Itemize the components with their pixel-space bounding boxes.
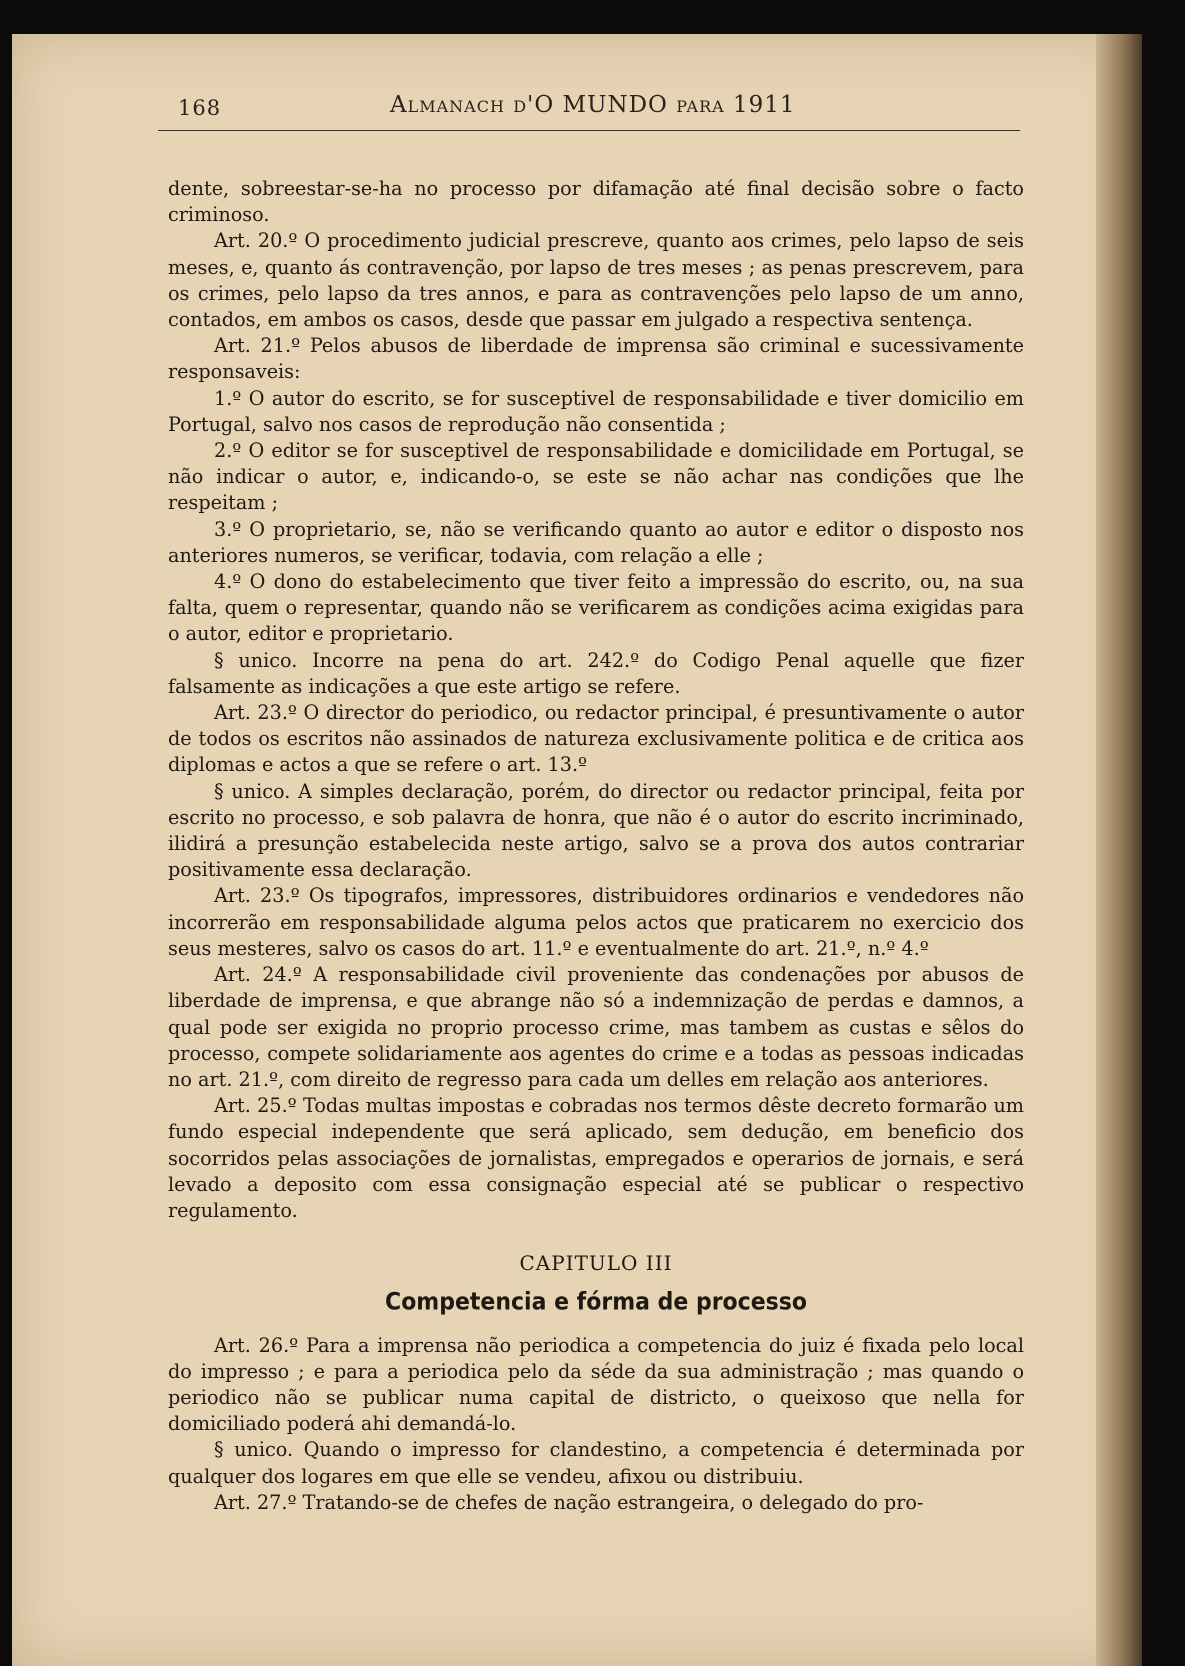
paragraph-item-1: 1.º O autor do escrito, se for susceptivel de responsabilidade e tiver domicilio em Portugal, salvo nos casos de reprodução não consentida ; <box>168 386 1024 436</box>
paragraph-item-3: 3.º O proprietario, se, não se verificando quanto ao autor e editor o disposto nos anteriores numeros, se verificar, todavia, com relação a elle ; <box>168 517 1024 567</box>
paragraph-unico-2: § unico. A simples declaração, porém, do director ou redactor principal, feita por escrito no processo, e sob palavra de honra, que não é o autor do escrito incriminado, ilidirá a presunção estabelecida neste artigo, salvo se a prova dos autos contrariar positivamente essa declaração. <box>168 779 1024 882</box>
section-title: Competencia e fórma de processo <box>385 1289 807 1317</box>
chapter-heading: CAPITULO III <box>519 1251 673 1276</box>
paragraph-art-24: Art. 24.º A responsabilidade civil proveniente das condenações por abusos de liberdade de imprensa, e que abrange não só a indemnização de perdas e damnos, a qual pode ser exigida no proprio processo crime, mas tambem as custas e sêlos do processo, compete solidariamente aos agentes do crime e a todas as pessoas indicadas no art. 21.º, com direito de regresso para cada um delles em relação aos anteriores. <box>168 963 1024 1091</box>
paragraph-art-25: Art. 25.º Todas multas impostas e cobradas nos termos dêste decreto formarão um fundo especial independente que será aplicado, sem dedução, em beneficio dos socorridos pelas associações de jornalistas, empregados e operarios de jornais, e será levado a deposito com essa consignação especial até se publicar o respectivo regulamento. <box>168 1094 1024 1222</box>
running-title: Almanach d'O MUNDO para 1911 <box>390 92 796 118</box>
paragraph-art-23b: Art. 23.º Os tipografos, impressores, distribuidores ordinarios e vendedores não incorrerão em responsabilidade alguma pelos actos que praticarem no exercicio dos seus mesteres, salvo os casos do art. 11.º e eventualmente do art. 21.º, n.º 4.º <box>168 884 1024 960</box>
paragraph-continuation: dente, sobreestar-se-ha no processo por difamação até final decisão sobre o facto criminoso. <box>168 177 1024 227</box>
paragraph-art-23a: Art. 23.º O director do periodico, ou redactor principal, é presuntivamente o autor de todos os escritos não assinados de natureza exclusivamente politica e de critica aos diplomas e actos a que se refere o art. 13.º <box>168 701 1024 777</box>
paragraph-unico-3: § unico. Quando o impresso for clandestino, a competencia é determinada por qualquer dos logares em que elle se vendeu, afixou ou distribuiu. <box>168 1438 1024 1488</box>
page-number: 168 <box>178 96 222 120</box>
paragraph-art-26: Art. 26.º Para a imprensa não periodica a competencia do juiz é fixada pelo local do impresso ; e para a periodica pelo da séde da sua administração ; mas quando o periodico não se publicar numa capital de districto, o queixoso que nella for domiciliado poderá ahi demandá-lo. <box>168 1333 1024 1436</box>
paragraph-art-27: Art. 27.º Tratando-se de chefes de nação estrangeira, o delegado do pro- <box>214 1490 924 1514</box>
page-spine-shadow <box>1096 34 1142 1666</box>
paragraph-art-20: Art. 20.º O procedimento judicial prescreve, quanto aos crimes, pelo lapso de seis meses, e, quanto ás contravenção, por lapso de tres meses ; as penas prescrevem, para os crimes, pelo lapso da tres annos, e para as contravenções pelo lapso de um anno, contados, em ambos os casos, desde que passar em julgado a respectiva sentença. <box>168 229 1024 332</box>
header-rule <box>158 130 1020 131</box>
paragraph-unico-1: § unico. Incorre na pena do art. 242.º do Codigo Penal aquelle que fizer falsamente as indicações a que este artigo se refere. <box>168 648 1024 698</box>
body-text <box>168 176 1024 1516</box>
paragraph-item-4: 4.º O dono do estabelecimento que tiver feito a impressão do escrito, ou, na sua falta, quem o representar, quando não se verificarem as condições acima exigidas para o autor, editor e proprietario. <box>168 570 1024 646</box>
paragraph-item-2: 2.º O editor se for susceptivel de responsabilidade e domicilidade em Portugal, se não indicar o autor, e, indicando-o, se este se não achar nas condições que lhe respeitam ; <box>168 439 1024 515</box>
paragraph-art-21: Art. 21.º Pelos abusos de liberdade de imprensa são criminal e sucessivamente responsaveis: <box>168 334 1024 384</box>
running-header <box>158 86 1028 126</box>
